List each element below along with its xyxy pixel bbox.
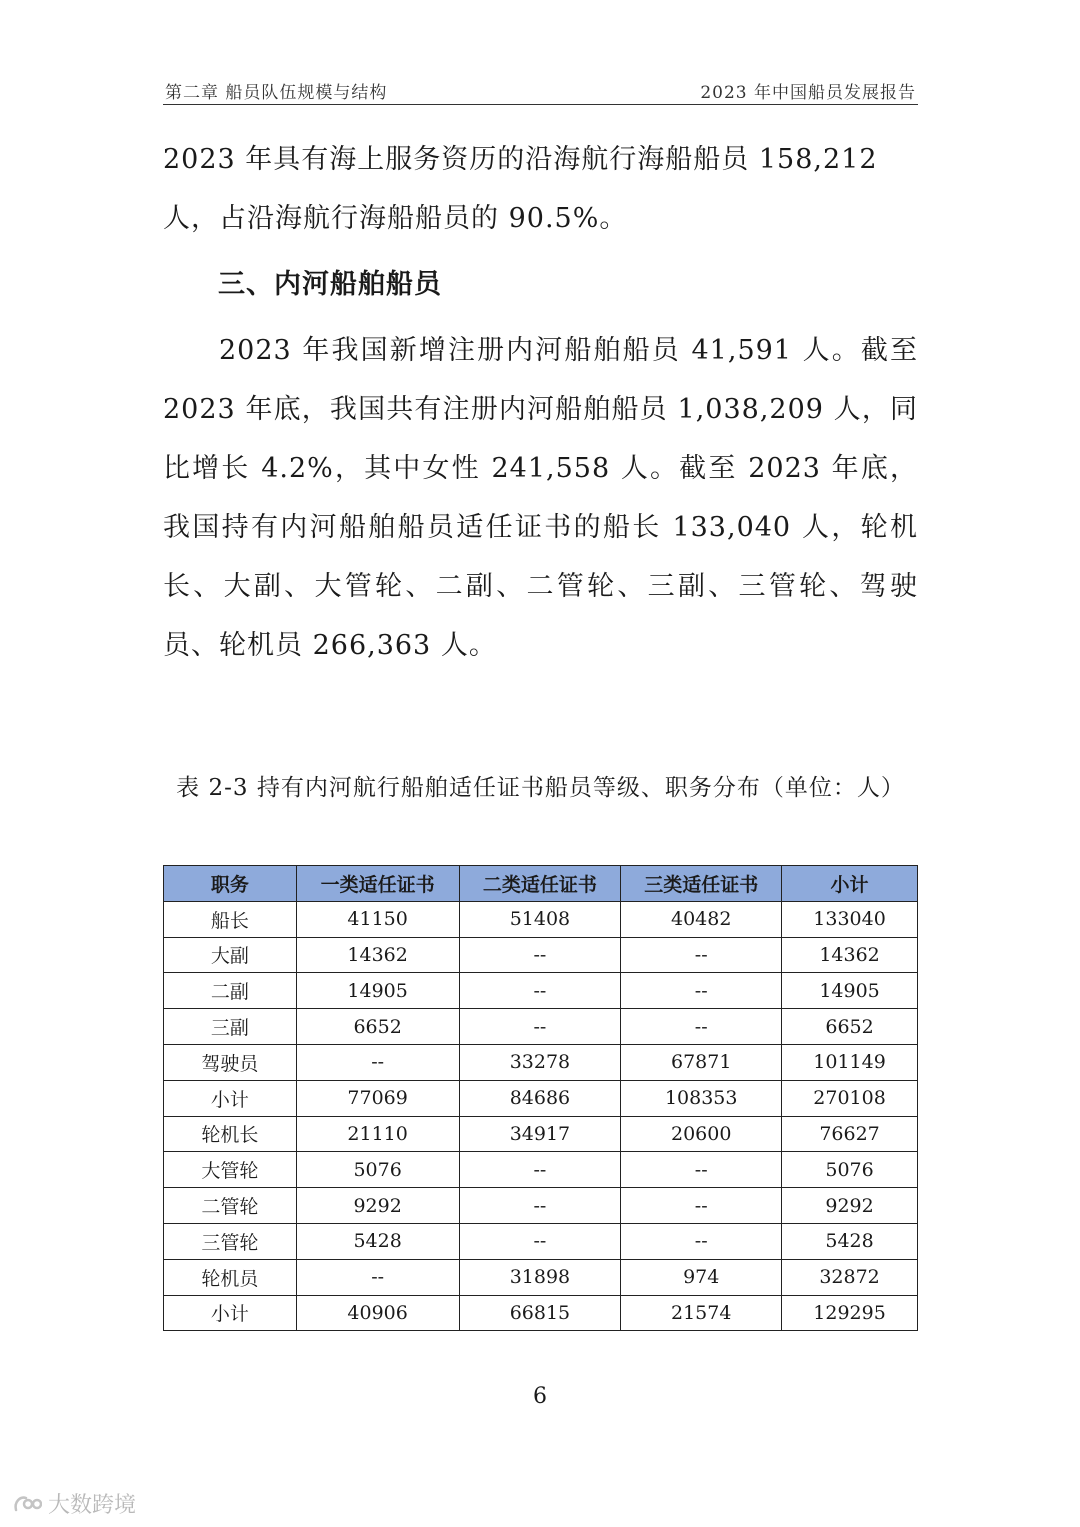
table-cell: -- (459, 973, 621, 1009)
table-row (164, 901, 918, 937)
table-caption: 表 2-3 持有内河航行船舶适任证书船员等级、职务分布（单位：人） (176, 775, 905, 801)
table-cell: -- (621, 1152, 782, 1188)
table-cell: 小计 (164, 1080, 297, 1116)
table-header-row (164, 866, 918, 902)
table-cell: 41150 (296, 901, 459, 937)
table-cell: 14362 (296, 937, 459, 973)
table-row (164, 937, 918, 973)
table-cell: -- (459, 937, 621, 973)
table-cell: 5428 (296, 1223, 459, 1259)
table-cell: -- (459, 1152, 621, 1188)
table-cell: 33278 (459, 1044, 621, 1080)
table-cell: 轮机长 (164, 1116, 297, 1152)
table-cell: -- (621, 973, 782, 1009)
table-cell: 32872 (782, 1259, 918, 1295)
table-cell: 小计 (164, 1295, 297, 1331)
table-cell: 129295 (782, 1295, 918, 1331)
table-cell: 67871 (621, 1044, 782, 1080)
table-cell: -- (296, 1259, 459, 1295)
table-cell: -- (459, 1009, 621, 1045)
table-cell: 9292 (296, 1188, 459, 1224)
table-cell: 101149 (782, 1044, 918, 1080)
page-number: 6 (533, 1384, 547, 1409)
table-cell: 77069 (296, 1080, 459, 1116)
table-cell: 21574 (621, 1295, 782, 1331)
table-cell: 9292 (782, 1188, 918, 1224)
paragraph-inland-seafarers: 2023 年我国新增注册内河船舶船员 41,591 人。截至2023 年底，我国共有注册内河船舶船员 1,038,209 人，同比增长 4.2%，其中女性 241,558 人。截至 2023 年底，我国持有内河船舶船员适任证书的船长 133,040 人，轮机长、大副、大管轮、二副、二管轮、三副、三管轮、驾驶员、轮机员 266,363 人。 (163, 335, 918, 661)
table-cell: -- (621, 1009, 782, 1045)
table-cell: 51408 (459, 901, 621, 937)
table-cell: 40482 (621, 901, 782, 937)
watermark (12, 1488, 136, 1519)
header-cell: 小计 (782, 866, 918, 902)
table-row (164, 1080, 918, 1116)
table-cell: 974 (621, 1259, 782, 1295)
table-cell: 31898 (459, 1259, 621, 1295)
table-cell: 驾驶员 (164, 1044, 297, 1080)
table-cell: 14905 (296, 973, 459, 1009)
table-row (164, 973, 918, 1009)
table-cell: -- (621, 937, 782, 973)
table-cell: 66815 (459, 1295, 621, 1331)
table-cell: 大管轮 (164, 1152, 297, 1188)
header-cell: 一类适任证书 (296, 866, 459, 902)
table-cell: 14905 (782, 973, 918, 1009)
table-cell: 三副 (164, 1009, 297, 1045)
table-cell: 20600 (621, 1116, 782, 1152)
table-cell: 6652 (296, 1009, 459, 1045)
table-cell: 二副 (164, 973, 297, 1009)
table-cell: 84686 (459, 1080, 621, 1116)
table-cell: 34917 (459, 1116, 621, 1152)
table-cell: -- (296, 1044, 459, 1080)
table-cell: 5428 (782, 1223, 918, 1259)
table-row (164, 1044, 918, 1080)
table-row (164, 1223, 918, 1259)
table-cell: -- (621, 1223, 782, 1259)
table-cell: 76627 (782, 1116, 918, 1152)
table-cell: -- (459, 1223, 621, 1259)
header-cell: 职务 (164, 866, 297, 902)
table-cell: 40906 (296, 1295, 459, 1331)
table-row (164, 1295, 918, 1331)
paragraph-coastal-seafarers: 2023 年具有海上服务资历的沿海航行海船船员 158,212 人，占沿海航行海船船员的 90.5%。 (163, 144, 878, 234)
table-cell: 270108 (782, 1080, 918, 1116)
table-row (164, 1009, 918, 1045)
table-cell: 108353 (621, 1080, 782, 1116)
header-cell: 三类适任证书 (621, 866, 782, 902)
table-cell: 船长 (164, 901, 297, 937)
section-heading: 三、内河船舶船员 (218, 269, 442, 300)
table-row (164, 1116, 918, 1152)
header-report-title: 2023 年中国船员发展报告 (700, 83, 916, 103)
page-header (163, 78, 918, 105)
watermark-logo-icon (12, 1492, 42, 1516)
table-cell: 三管轮 (164, 1223, 297, 1259)
certificate-distribution-table (163, 865, 918, 1331)
table-cell: 二管轮 (164, 1188, 297, 1224)
watermark-text: 大数跨境 (48, 1493, 137, 1518)
table-cell: 大副 (164, 937, 297, 973)
table-row (164, 1152, 918, 1188)
table-cell: 轮机员 (164, 1259, 297, 1295)
table-row (164, 1259, 918, 1295)
header-cell: 二类适任证书 (459, 866, 621, 902)
table-cell: 133040 (782, 901, 918, 937)
table-row (164, 1188, 918, 1224)
header-chapter-title: 第二章 船员队伍规模与结构 (165, 83, 388, 103)
table-cell: 5076 (782, 1152, 918, 1188)
table-cell: 6652 (782, 1009, 918, 1045)
table-cell: 21110 (296, 1116, 459, 1152)
table-cell: 5076 (296, 1152, 459, 1188)
table-cell: -- (621, 1188, 782, 1224)
table-cell: 14362 (782, 937, 918, 973)
table-cell: -- (459, 1188, 621, 1224)
